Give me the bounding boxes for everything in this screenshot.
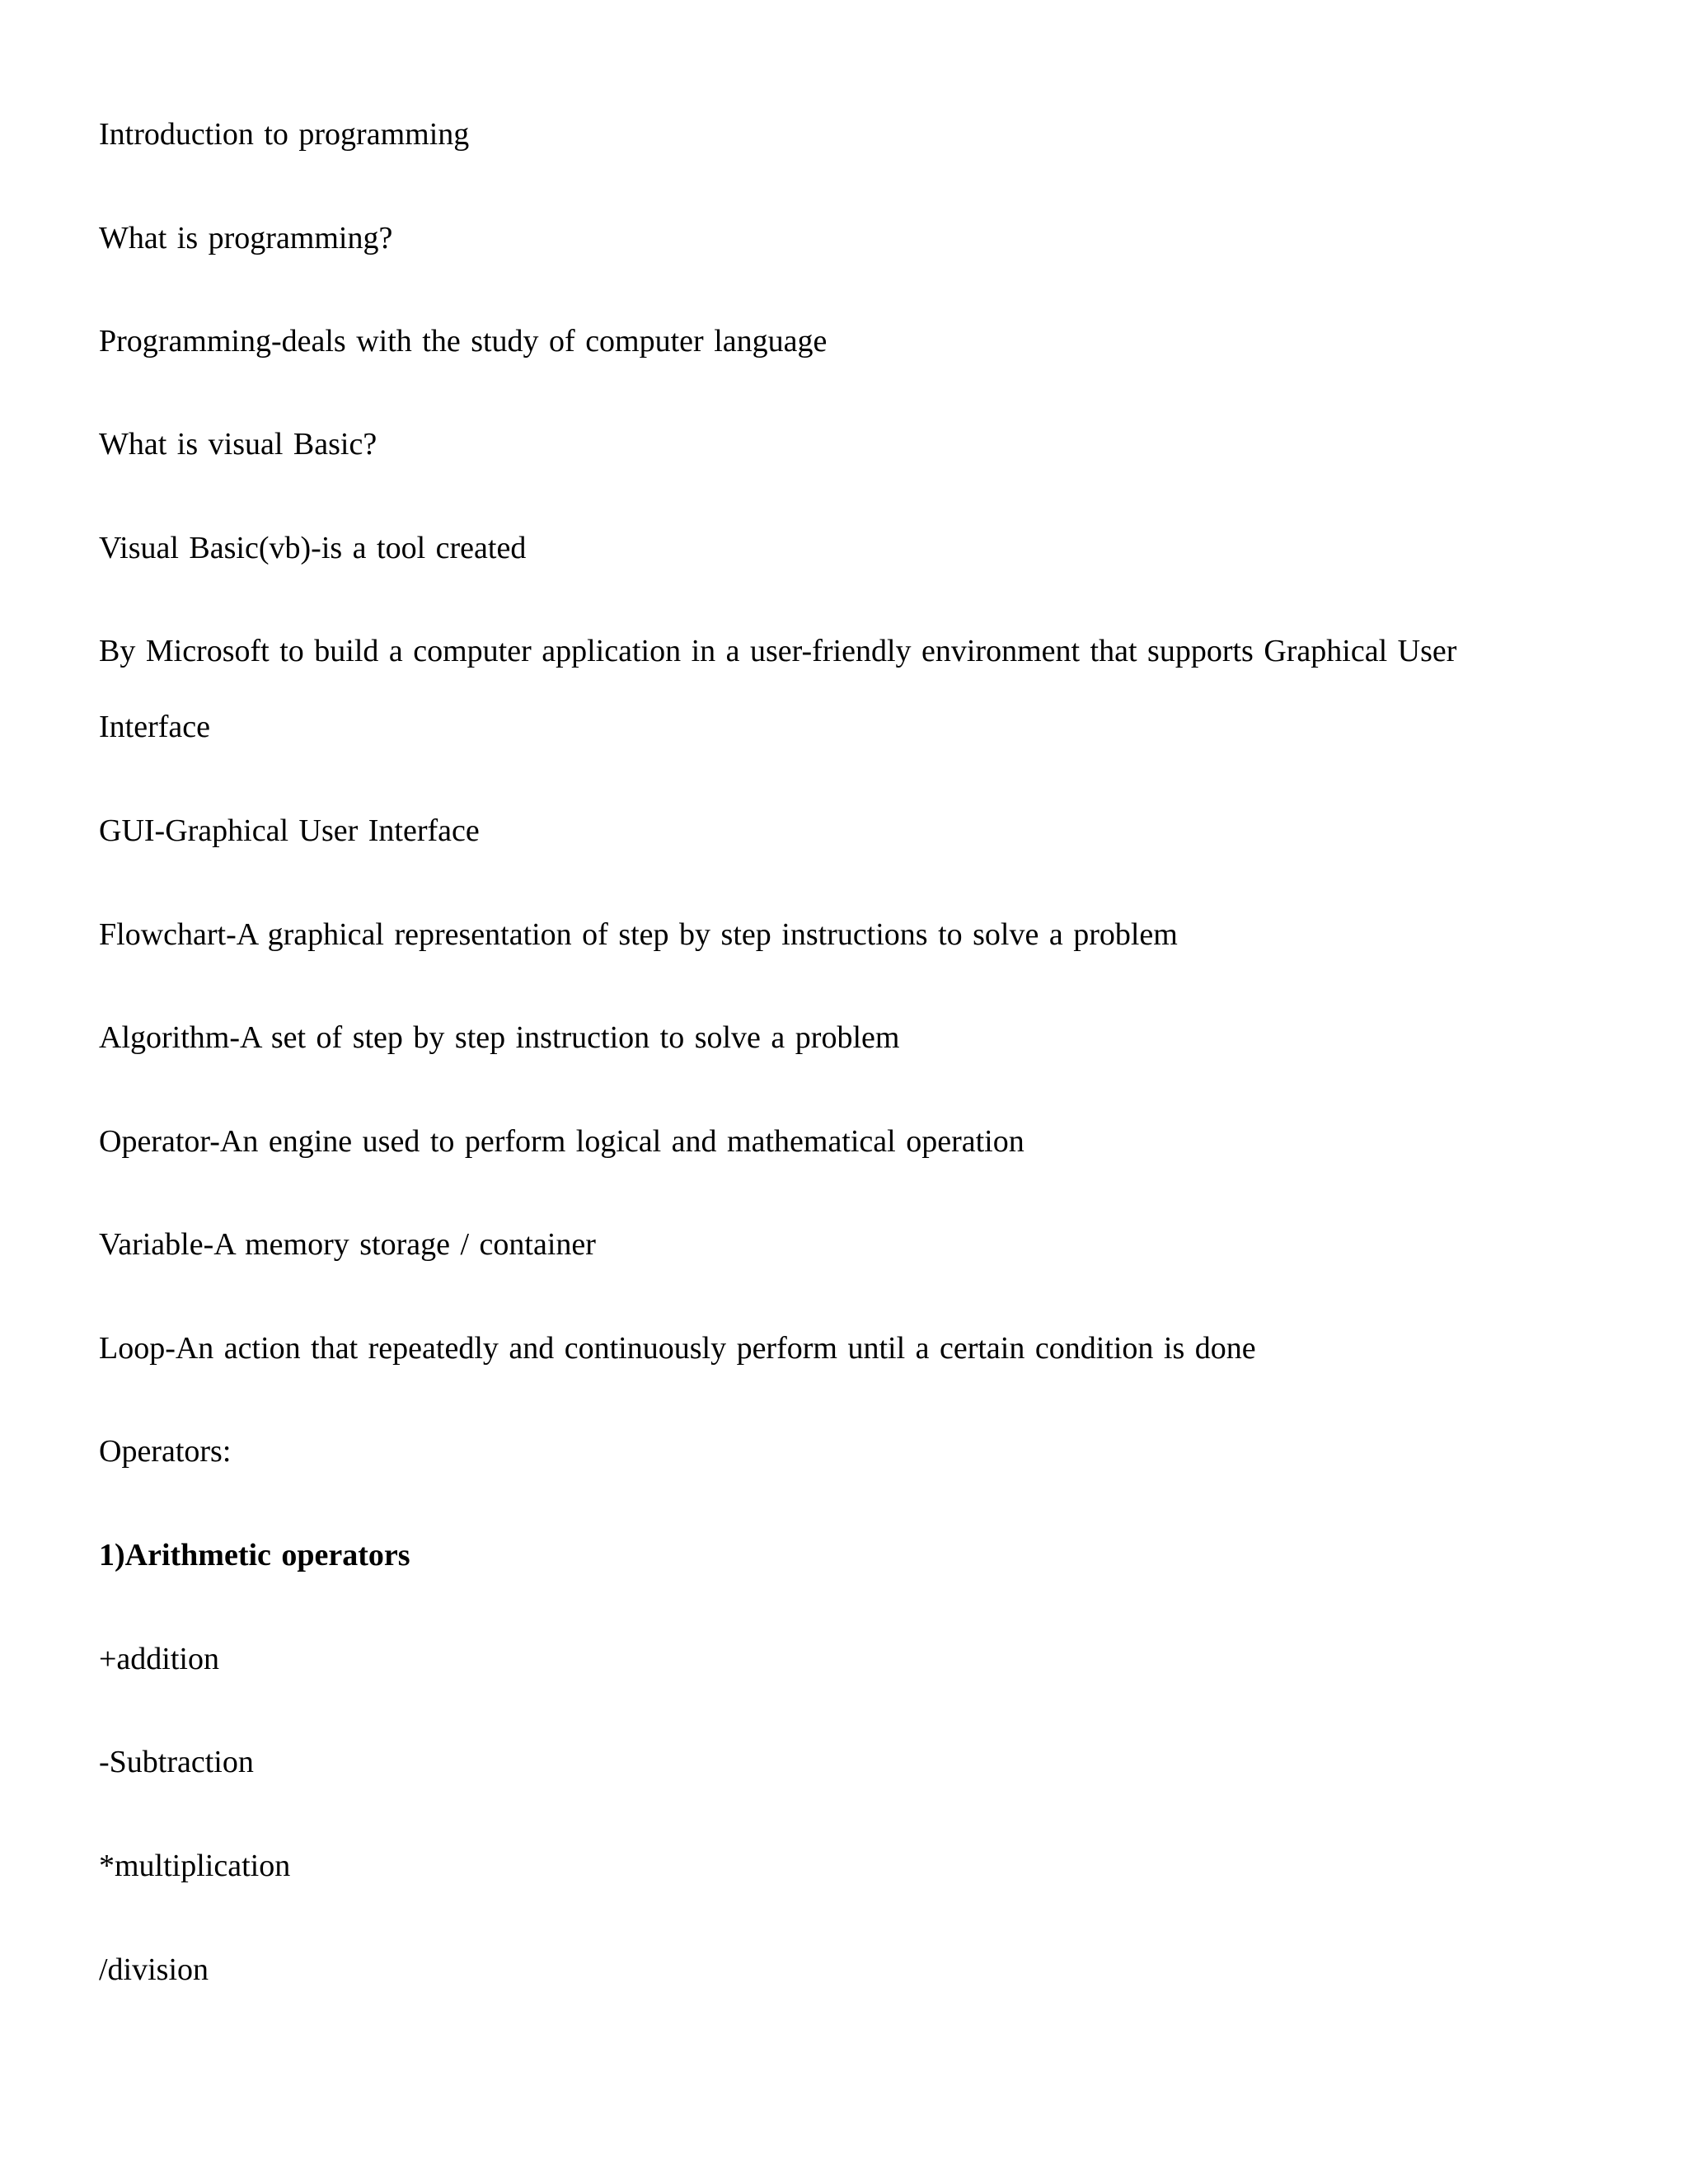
definition-visual-basic-wrap: Interface xyxy=(99,710,210,744)
definition-algorithm: Algorithm-A set of step by step instruction to solve a problem xyxy=(99,1020,900,1055)
document-title: Introduction to programming xyxy=(99,117,470,152)
definition-programming: Programming-deals with the study of computer language xyxy=(99,324,828,359)
definition-variable: Variable-A memory storage / container xyxy=(99,1227,596,1262)
definition-flowchart: Flowchart-A graphical representation of step by step instructions to solve a problem xyxy=(99,917,1178,952)
definition-visual-basic-continued: By Microsoft to build a computer application in a user-friendly environment that supports Graphical User xyxy=(99,634,1457,668)
question-visual-basic: What is visual Basic? xyxy=(99,427,377,462)
operator-addition: +addition xyxy=(99,1642,219,1676)
question-programming: What is programming? xyxy=(99,221,393,255)
operator-multiplication: *multiplication xyxy=(99,1849,291,1883)
arithmetic-operators-heading: 1)Arithmetic operators xyxy=(99,1538,410,1572)
operators-heading: Operators: xyxy=(99,1434,232,1469)
operator-division: /division xyxy=(99,1952,209,1987)
operator-subtraction: -Subtraction xyxy=(99,1745,254,1779)
definition-visual-basic: Visual Basic(vb)-is a tool created xyxy=(99,531,527,565)
definition-operator: Operator-An engine used to perform logical and mathematical operation xyxy=(99,1124,1025,1159)
definition-gui: GUI-Graphical User Interface xyxy=(99,813,480,848)
definition-loop: Loop-An action that repeatedly and continuously perform until a certain condition is done xyxy=(99,1331,1256,1366)
